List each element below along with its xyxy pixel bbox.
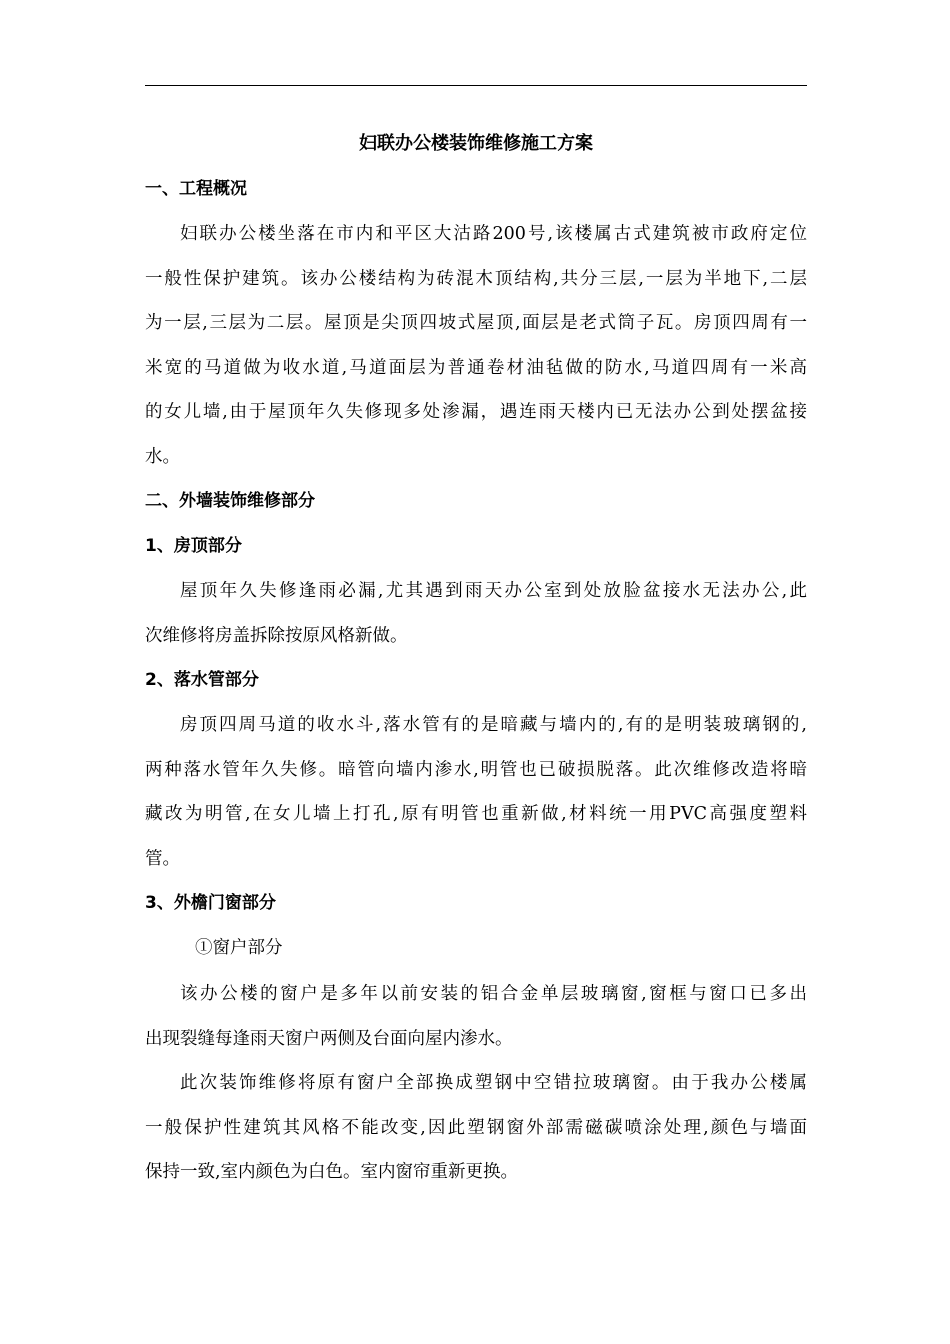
windows-paragraph-1 bbox=[145, 972, 807, 1061]
text-line: 此次装饰维修将原有窗户全部换成塑钢中空错拉玻璃窗。由于我办公楼属 bbox=[180, 1073, 807, 1093]
text-line: 两种落水管年久失修。暗管向墙内渗水,明管也已破损脱落。此次维修改造将暗 bbox=[145, 759, 807, 780]
subsection-heading-roof: 1、房顶部分 bbox=[145, 536, 242, 556]
windows-paragraph-2 bbox=[145, 1061, 807, 1195]
subsection-heading-downpipe: 2、落水管部分 bbox=[145, 670, 259, 690]
text-line: 保持一致,室内颜色为白色。室内窗帘重新更换。 bbox=[145, 1162, 519, 1182]
downpipe-paragraph bbox=[145, 703, 807, 881]
text-line: 水。 bbox=[145, 446, 180, 467]
text-line: 管。 bbox=[145, 848, 180, 869]
text-line: 该办公楼的窗户是多年以前安装的铝合金单层玻璃窗,窗框与窗口已多出 bbox=[180, 984, 807, 1004]
header-rule bbox=[145, 85, 807, 86]
windows-item-heading: ①窗户部分 bbox=[195, 938, 283, 958]
document-title: 妇联办公楼装饰维修施工方案 bbox=[359, 133, 593, 154]
text-line: 藏改为明管,在女儿墙上打孔,原有明管也重新做,材料统一用PVC高强度塑料 bbox=[145, 804, 807, 824]
text-line: 出现裂缝每逢雨天窗户两侧及台面向屋内渗水。 bbox=[145, 1028, 513, 1049]
text-line: 妇联办公楼坐落在市内和平区大沽路200号,该楼属古式建筑被市政府定位 bbox=[180, 224, 807, 244]
text-line: 房顶四周马道的收水斗,落水管有的是暗藏与墙内的,有的是明装玻璃钢的, bbox=[180, 715, 807, 735]
roof-paragraph bbox=[145, 569, 807, 658]
text-line: 为一层,三层为二层。屋顶是尖顶四坡式屋顶,面层是老式筒子瓦。房顶四周有一 bbox=[145, 313, 807, 333]
overview-paragraph bbox=[145, 212, 807, 479]
text-line: 一般性保护建筑。该办公楼结构为砖混木顶结构,共分三层,一层为半地下,二层 bbox=[145, 268, 807, 289]
text-line: 次维修将房盖拆除按原风格新做。 bbox=[145, 625, 408, 646]
section-heading-exterior: 二、外墙装饰维修部分 bbox=[145, 491, 315, 511]
text-line: 屋顶年久失修逢雨必漏,尤其遇到雨天办公室到处放脸盆接水无法办公,此 bbox=[180, 581, 807, 601]
text-line: 的女儿墙,由于屋顶年久失修现多处渗漏，遇连雨天楼内已无法办公到处摆盆接 bbox=[145, 402, 807, 422]
subsection-heading-windows: 3、外檐门窗部分 bbox=[145, 893, 276, 913]
section-heading-overview: 一、工程概况 bbox=[145, 179, 247, 199]
text-line: 一般保护性建筑其风格不能改变,因此塑钢窗外部需磁碳喷涂处理,颜色与墙面 bbox=[145, 1117, 807, 1138]
text-line: 米宽的马道做为收水道,马道面层为普通卷材油毡做的防水,马道四周有一米高 bbox=[145, 357, 807, 378]
